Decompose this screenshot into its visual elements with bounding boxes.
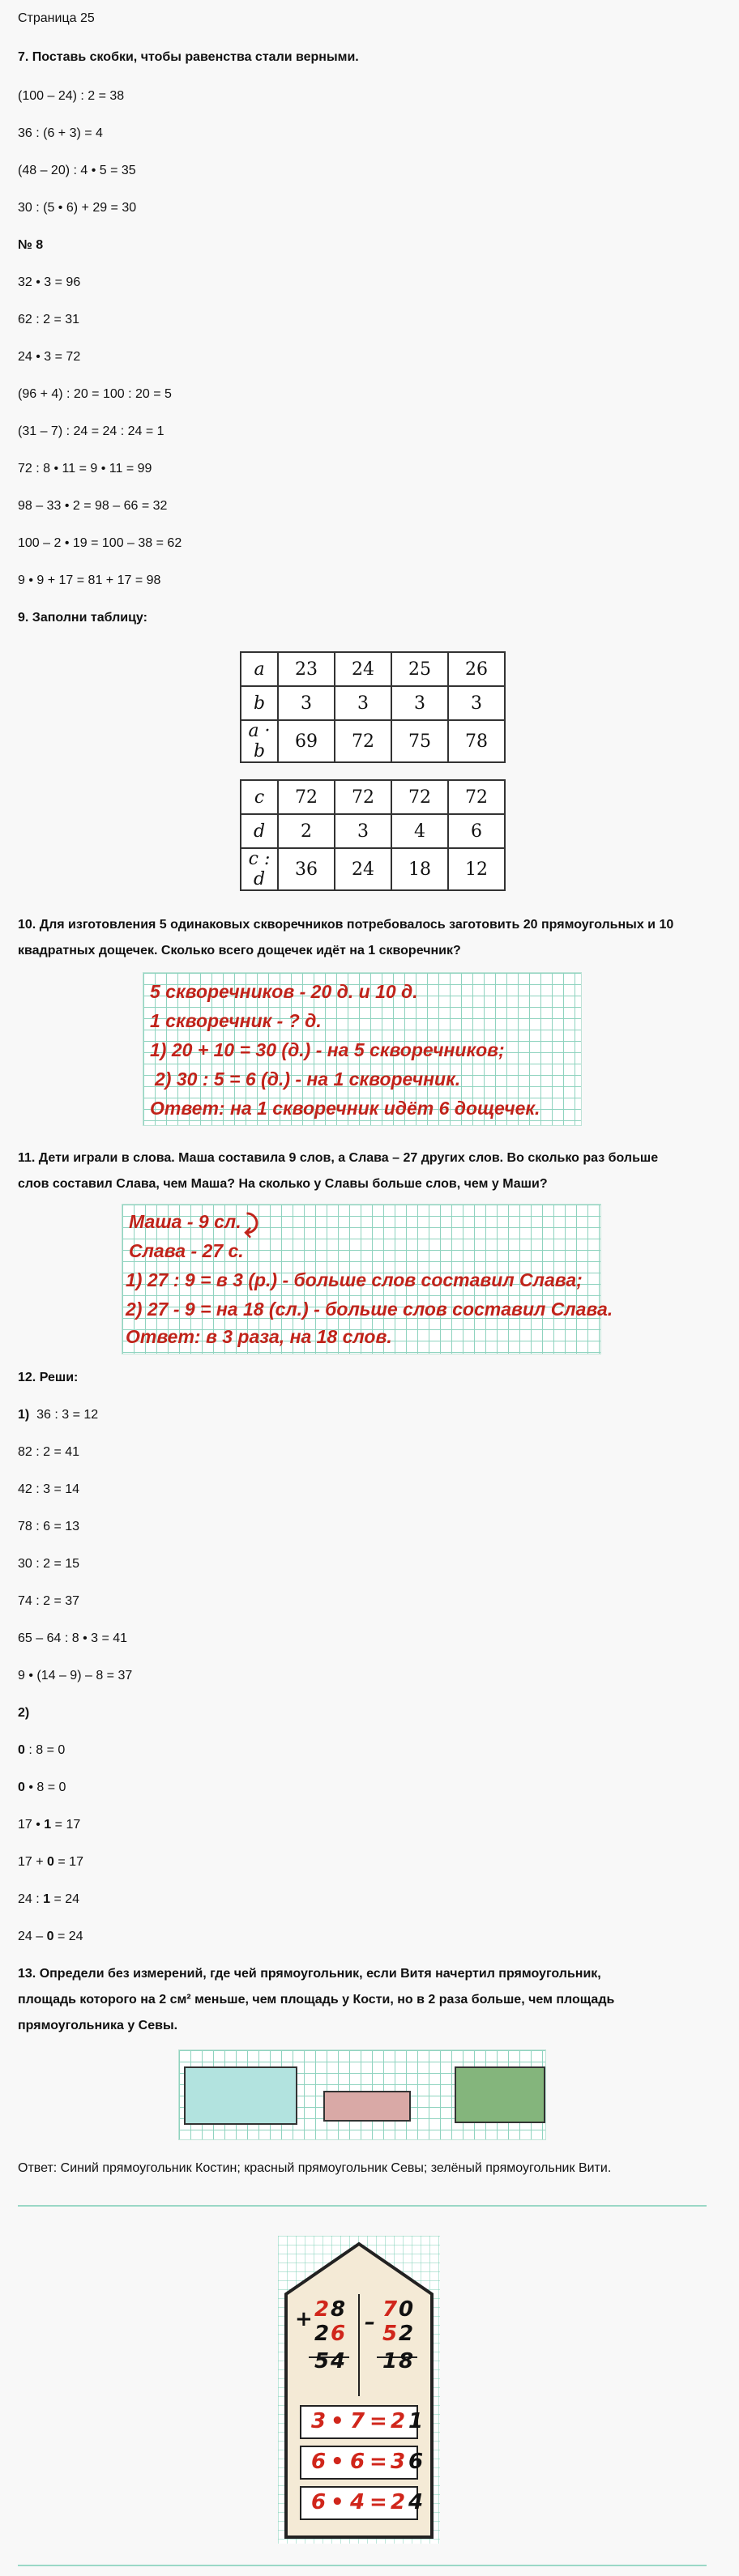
task12-line: 78 : 6 = 13 bbox=[18, 1520, 80, 1533]
task12-line: 42 : 3 = 14 bbox=[18, 1482, 80, 1496]
divider bbox=[18, 2565, 707, 2566]
table-a-b bbox=[240, 651, 506, 763]
task13-answer: Ответ: Синий прямоугольник Костин; красный прямоугольник Севы; зелёный прямоугольник Вити. bbox=[18, 2161, 612, 2175]
divider bbox=[18, 2205, 707, 2207]
task8-line: 98 – 33 • 2 = 98 – 66 = 32 bbox=[18, 499, 168, 513]
handwritten-line: 1) 20 + 10 = 30 (д.) - на 5 скворечников; bbox=[150, 1039, 505, 1060]
equation: • 8 = 0 bbox=[24, 1781, 66, 1794]
digit: 2 bbox=[314, 2322, 330, 2346]
task12-line: 82 : 2 = 41 bbox=[18, 1445, 80, 1459]
digit: 1 bbox=[382, 2349, 398, 2373]
digit: 2 bbox=[391, 2409, 406, 2433]
page-title: Страница 25 bbox=[18, 11, 95, 25]
task12-line: 30 : 2 = 15 bbox=[18, 1557, 80, 1571]
task10-heading: 10. Для изготовления 5 одинаковых скворечников потребовалось заготовить 20 прямоугольных и 10 квадратных дощечек. Сколько всего дощечек идёт на 1 скворечник? bbox=[18, 918, 674, 957]
table-cell: 72 bbox=[335, 720, 391, 762]
task9-heading: 9. Заполни таблицу: bbox=[18, 611, 147, 625]
digit: 6 bbox=[311, 2450, 327, 2474]
rectangles-figure bbox=[178, 2049, 546, 2140]
digit: 7 bbox=[350, 2409, 365, 2433]
task12-line bbox=[18, 1818, 80, 1832]
table-cell: 24 bbox=[335, 848, 391, 890]
filled-digit: 1 bbox=[44, 1818, 52, 1832]
task8-line: 24 • 3 = 72 bbox=[18, 350, 81, 364]
table-row bbox=[241, 814, 505, 848]
digit: 3 bbox=[311, 2409, 327, 2433]
digit: 5 bbox=[382, 2322, 398, 2346]
operator: = bbox=[370, 2450, 387, 2474]
operator: = bbox=[370, 2409, 387, 2433]
equation: : 8 = 0 bbox=[24, 1743, 66, 1757]
table-cell: 36 bbox=[278, 848, 335, 890]
handwritten-line: Маша - 9 сл. bbox=[129, 1211, 241, 1232]
operator: • bbox=[331, 2409, 344, 2433]
operator: • bbox=[331, 2490, 344, 2514]
filled-digit: 1 bbox=[43, 1892, 51, 1906]
task11-notebook bbox=[122, 1204, 613, 1354]
digit: 4 bbox=[350, 2490, 365, 2514]
handwritten-line: 1) 27 : 9 = в 3 (р.) - больше слов составил Слава; bbox=[126, 1269, 583, 1290]
digit: 6 bbox=[408, 2450, 424, 2474]
table-cell: 26 bbox=[448, 652, 505, 686]
part-label: 2) bbox=[18, 1706, 30, 1720]
table-cell: 6 bbox=[448, 814, 505, 848]
handwritten-line: 2) 30 : 5 = 6 (д.) - на 1 скворечник. bbox=[155, 1068, 461, 1090]
minus-sign: – bbox=[365, 2310, 375, 2335]
handwritten-line: Слава - 27 с. bbox=[129, 1240, 244, 1261]
operator: = bbox=[370, 2490, 387, 2514]
blue-rectangle bbox=[184, 2066, 297, 2125]
digit: 8 bbox=[331, 2297, 346, 2322]
table-row bbox=[241, 848, 505, 890]
table-cell: d bbox=[241, 814, 278, 848]
handwritten-line: 1 скворечник - ? д. bbox=[150, 1010, 322, 1031]
table-cell: 3 bbox=[448, 686, 505, 720]
task8-line: (96 + 4) : 20 = 100 : 20 = 5 bbox=[18, 387, 172, 401]
digit: 4 bbox=[331, 2349, 346, 2373]
task8-line: 72 : 8 • 11 = 9 • 11 = 99 bbox=[18, 462, 152, 476]
task12-line bbox=[18, 1743, 65, 1758]
task12-line bbox=[18, 1892, 79, 1907]
task12-line: 74 : 2 = 37 bbox=[18, 1594, 80, 1608]
table-cell: c : d bbox=[241, 848, 278, 890]
filled-digit: 0 bbox=[47, 1855, 54, 1869]
equation: = 24 bbox=[53, 1930, 83, 1943]
task12-line bbox=[18, 1408, 98, 1422]
digit: 2 bbox=[314, 2297, 330, 2322]
digit: 6 bbox=[350, 2450, 365, 2474]
task12-line bbox=[18, 1781, 66, 1795]
digit: 1 bbox=[408, 2409, 424, 2433]
equation: = 17 bbox=[51, 1818, 81, 1832]
plus-sign: + bbox=[295, 2307, 313, 2331]
table-row bbox=[241, 720, 505, 762]
task7-line: (48 – 20) : 4 • 5 = 35 bbox=[18, 164, 136, 177]
filled-digit: 0 bbox=[46, 1930, 54, 1943]
digit: 6 bbox=[331, 2322, 346, 2346]
equation: 36 : 3 = 12 bbox=[36, 1408, 99, 1422]
table-cell: 4 bbox=[391, 814, 448, 848]
task7-line: (100 – 24) : 2 = 38 bbox=[18, 89, 125, 103]
table-cell: 72 bbox=[391, 780, 448, 814]
task13-heading: площадь которого на 2 см² меньше, чем площадь у Кости, но в 2 раза больше, чем площадь bbox=[18, 1993, 615, 2007]
table-cell: 3 bbox=[391, 686, 448, 720]
handwritten-line: 5 скворечников - 20 д. и 10 д. bbox=[150, 981, 418, 1002]
table-row bbox=[241, 780, 505, 814]
task13-heading: прямоугольника у Севы. bbox=[18, 2019, 178, 2032]
digit: 6 bbox=[311, 2490, 327, 2514]
task10-notebook bbox=[143, 972, 582, 1126]
task8-line: 62 : 2 = 31 bbox=[18, 313, 80, 326]
task12-line: 9 • (14 – 9) – 8 = 37 bbox=[18, 1669, 133, 1683]
table-cell: 72 bbox=[278, 780, 335, 814]
task8-line: 100 – 2 • 19 = 100 – 38 = 62 bbox=[18, 536, 182, 550]
table-cell: 3 bbox=[278, 686, 335, 720]
task7-line: 36 : (6 + 3) = 4 bbox=[18, 126, 103, 140]
table-cell: 72 bbox=[335, 780, 391, 814]
equation: = 17 bbox=[53, 1855, 83, 1869]
equation: 17 • bbox=[18, 1818, 45, 1832]
table-cell: 24 bbox=[335, 652, 391, 686]
task8-line: 32 • 3 = 96 bbox=[18, 275, 81, 289]
task12-line: 65 – 64 : 8 • 3 = 41 bbox=[18, 1631, 128, 1645]
table-cell: 12 bbox=[448, 848, 505, 890]
table-row bbox=[241, 652, 505, 686]
task8-line: (31 – 7) : 24 = 24 : 24 = 1 bbox=[18, 424, 164, 438]
green-rectangle bbox=[455, 2066, 545, 2123]
table-cell: a · b bbox=[241, 720, 278, 762]
table-cell: a bbox=[241, 652, 278, 686]
equation: 24 – bbox=[18, 1930, 47, 1943]
task12-line bbox=[18, 1855, 83, 1870]
task11-heading: 11. Дети играли в слова. Маша составила 9 слов, а Слава – 27 других слов. Во сколько раз больше слов составил Слава, чем Маша? На сколько у Славы больше слов, чем у Маши? bbox=[18, 1151, 659, 1191]
digit: 0 bbox=[399, 2297, 414, 2322]
task8-heading: № 8 bbox=[18, 238, 44, 252]
task8-line: 9 • 9 + 17 = 81 + 17 = 98 bbox=[18, 574, 161, 587]
table-cell: c bbox=[241, 780, 278, 814]
task12-heading: 12. Реши: bbox=[18, 1371, 79, 1384]
table-cell: 18 bbox=[391, 848, 448, 890]
equation: 24 : bbox=[18, 1892, 44, 1906]
red-rectangle bbox=[323, 2091, 411, 2122]
table-cell: 75 bbox=[391, 720, 448, 762]
table-cell: b bbox=[241, 686, 278, 720]
table-cell: 72 bbox=[448, 780, 505, 814]
digit: 3 bbox=[391, 2450, 406, 2474]
part-label: 1) bbox=[18, 1408, 30, 1422]
digit: 5 bbox=[314, 2349, 330, 2373]
table-cell: 2 bbox=[278, 814, 335, 848]
digit: 7 bbox=[382, 2297, 398, 2322]
digit: 2 bbox=[399, 2322, 414, 2346]
digit: 8 bbox=[399, 2349, 414, 2373]
equation: 17 + bbox=[18, 1855, 48, 1869]
table-cell: 25 bbox=[391, 652, 448, 686]
handwritten-line: Ответ: в 3 раза, на 18 слов. bbox=[126, 1326, 392, 1347]
table-cell: 78 bbox=[448, 720, 505, 762]
handwritten-line: Ответ: на 1 скворечник идёт 6 дощечек. bbox=[150, 1098, 540, 1119]
table-cell: 69 bbox=[278, 720, 335, 762]
task13-heading: 13. Определи без измерений, где чей прямоугольник, если Витя начертил прямоугольник, bbox=[18, 1967, 601, 1981]
filled-digit: 0 bbox=[18, 1743, 25, 1757]
operator: • bbox=[331, 2450, 344, 2474]
task7-line: 30 : (5 • 6) + 29 = 30 bbox=[18, 201, 137, 215]
table-cell: 23 bbox=[278, 652, 335, 686]
filled-digit: 0 bbox=[18, 1781, 25, 1794]
table-c-d bbox=[240, 779, 506, 891]
digit: 2 bbox=[391, 2490, 406, 2514]
task7-heading: 7. Поставь скобки, чтобы равенства стали верными. bbox=[18, 50, 359, 64]
equation: = 24 bbox=[50, 1892, 80, 1906]
handwritten-line: 2) 27 - 9 = на 18 (сл.) - больше слов составил Слава. bbox=[126, 1299, 613, 1320]
task12-line bbox=[18, 1930, 83, 1944]
table-cell: 3 bbox=[335, 686, 391, 720]
table-cell: 3 bbox=[335, 814, 391, 848]
table-row bbox=[241, 686, 505, 720]
digit: 4 bbox=[408, 2490, 424, 2514]
brace-arrow-icon: ⤸ bbox=[244, 1211, 258, 1238]
